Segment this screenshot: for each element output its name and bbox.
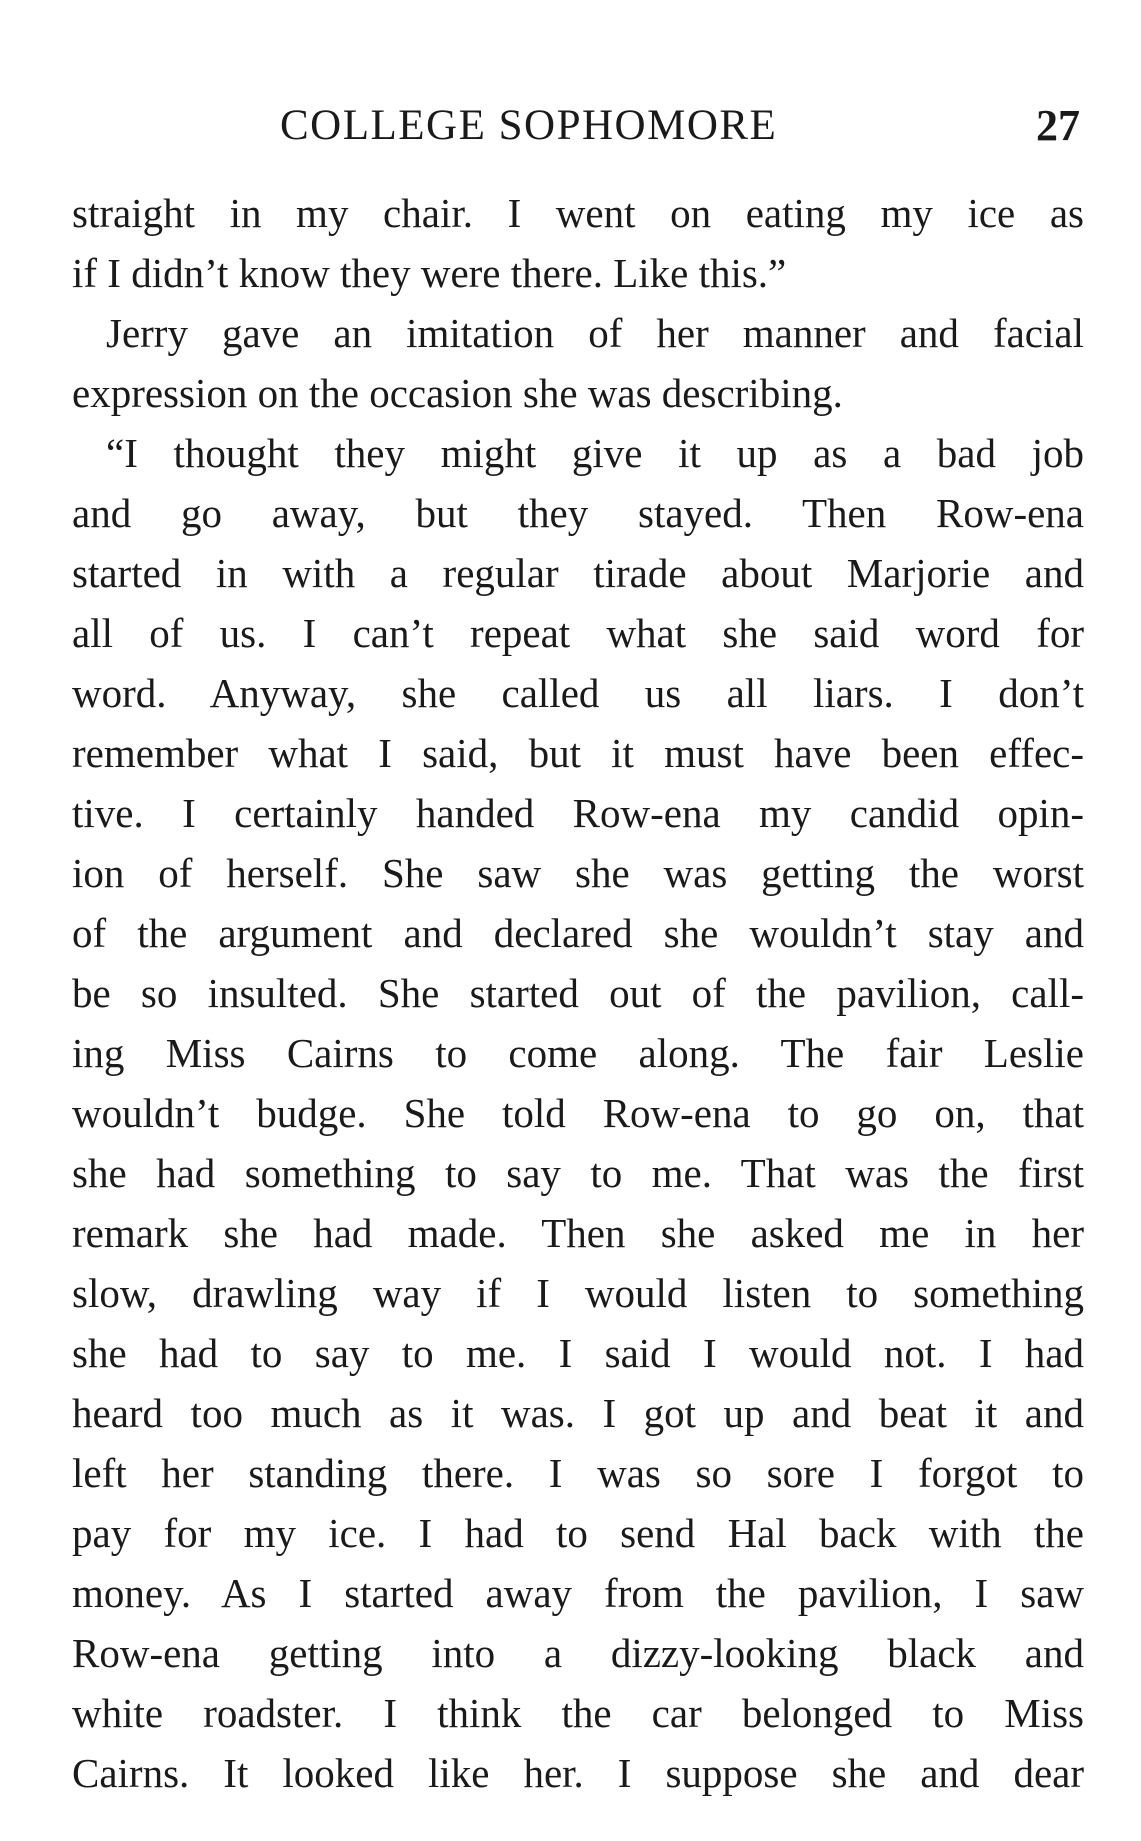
body-text: [72, 183, 1084, 1803]
text-line: white roadster. I think the car belonged to Miss: [72, 1690, 1084, 1736]
text-line: heard too much as it was. I got up and beat it and: [72, 1390, 1084, 1436]
text-line: started in with a regular tirade about Marjorie and: [72, 550, 1084, 596]
paragraph: [72, 303, 1084, 423]
page-number: 27: [1036, 101, 1080, 150]
text-line: remember what I said, but it must have been effec-: [72, 730, 1084, 776]
text-line: Cairns. It looked like her. I suppose she and dear: [72, 1750, 1084, 1796]
text-line: all of us. I can’t repeat what she said word for: [72, 610, 1084, 656]
running-title: COLLEGE SOPHOMORE: [280, 102, 778, 149]
text-line: expression on the occasion she was describing.: [72, 370, 843, 416]
text-line: slow, drawling way if I would listen to something: [72, 1270, 1084, 1316]
text-line: money. As I started away from the pavilion, I saw: [72, 1570, 1084, 1616]
text-line: be so insulted. She started out of the pavilion, call-: [72, 970, 1084, 1016]
text-line: she had to say to me. I said I would not. I had: [72, 1330, 1084, 1376]
text-line: straight in my chair. I went on eating my ice as: [72, 190, 1084, 236]
text-line: pay for my ice. I had to send Hal back with the: [72, 1510, 1084, 1556]
text-line: left her standing there. I was so sore I forgot to: [72, 1450, 1084, 1496]
text-line: and go away, but they stayed. Then Row-ena: [72, 490, 1084, 536]
text-line: of the argument and declared she wouldn’t stay and: [72, 910, 1084, 956]
paragraph: [72, 183, 1084, 303]
text-line: she had something to say to me. That was the first: [72, 1150, 1084, 1196]
text-line: “I thought they might give it up as a bad job: [106, 430, 1084, 476]
text-line: Row-ena getting into a dizzy-looking black and: [72, 1630, 1084, 1676]
text-line: if I didn’t know they were there. Like this.”: [72, 250, 787, 296]
text-line: ing Miss Cairns to come along. The fair Leslie: [72, 1030, 1084, 1076]
paragraph: [72, 423, 1084, 1803]
page-header: [0, 98, 1141, 154]
text-line: remark she had made. Then she asked me in her: [72, 1210, 1084, 1256]
text-line: tive. I certainly handed Row-ena my candid opin-: [72, 790, 1084, 836]
text-line: Jerry gave an imitation of her manner and facial: [106, 310, 1084, 356]
text-line: ion of herself. She saw she was getting the worst: [72, 850, 1084, 896]
text-line: word. Anyway, she called us all liars. I don’t: [72, 670, 1084, 716]
text-line: wouldn’t budge. She told Row-ena to go on, that: [72, 1090, 1084, 1136]
